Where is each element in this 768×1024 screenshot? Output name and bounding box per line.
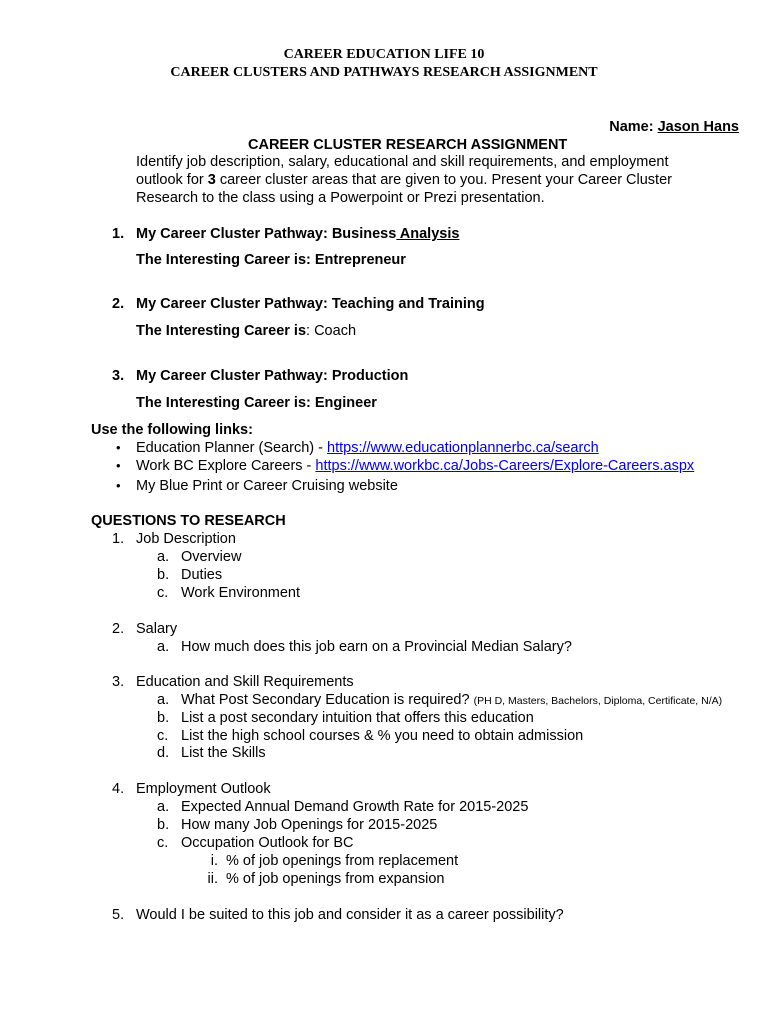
question-number: 2. xyxy=(112,621,125,637)
question-4c-ii: % of job openings from expansion xyxy=(226,871,445,887)
question-3a: What Post Secondary Education is required? (PH D, Masters, Bachelors, Diploma, Certificate, N/A) xyxy=(181,692,723,708)
cluster-2-number: 2. xyxy=(112,296,125,312)
cluster-3-pathway: My Career Cluster Pathway: Production xyxy=(136,368,409,384)
intro-line-1: Identify job description, salary, educational and skill requirements, and employment xyxy=(136,154,669,170)
sub-letter: d. xyxy=(157,745,170,761)
sub-roman: i. xyxy=(210,853,218,869)
intro-line-3: Research to the class using a Powerpoint or Prezi presentation. xyxy=(136,190,545,206)
question-4a: Expected Annual Demand Growth Rate for 2015-2025 xyxy=(181,799,529,815)
cluster-1-career: The Interesting Career is: Entrepreneur xyxy=(136,252,406,268)
sub-letter: b. xyxy=(157,710,170,726)
doc-title-line1: CAREER EDUCATION LIFE 10 xyxy=(283,47,485,62)
links-heading: Use the following links: xyxy=(91,422,253,438)
link-item-education-planner: Education Planner (Search) - https://www.educationplannerbc.ca/search xyxy=(136,440,599,456)
question-number: 1. xyxy=(112,531,125,547)
question-1a: Overview xyxy=(181,549,242,565)
sub-letter: a. xyxy=(157,692,170,708)
link-item-workbc: Work BC Explore Careers - https://www.workbc.ca/Jobs-Careers/Explore-Careers.aspx xyxy=(136,458,695,474)
sub-roman: ii. xyxy=(207,871,218,887)
workbc-link[interactable]: https://www.workbc.ca/Jobs-Careers/Explore-Careers.aspx xyxy=(315,458,695,474)
question-5-text: Would I be suited to this job and consider it as a career possibility? xyxy=(136,907,564,923)
question-number: 5. xyxy=(112,907,125,923)
sub-letter: b. xyxy=(157,567,170,583)
question-3d: List the Skills xyxy=(181,745,266,761)
bullet-icon: • xyxy=(116,478,121,493)
sub-letter: a. xyxy=(157,799,170,815)
assignment-title: CAREER CLUSTER RESEARCH ASSIGNMENT xyxy=(248,137,568,153)
sub-letter: a. xyxy=(157,549,170,565)
question-3-text: Education and Skill Requirements xyxy=(136,674,354,690)
sub-letter: c. xyxy=(157,835,169,851)
student-name xyxy=(609,118,739,136)
bullet-icon: • xyxy=(116,458,121,473)
bullet-icon: • xyxy=(116,440,121,455)
sub-letter: b. xyxy=(157,817,170,833)
question-number: 4. xyxy=(112,781,125,797)
sub-letter: a. xyxy=(157,639,170,655)
cluster-2-pathway: My Career Cluster Pathway: Teaching and Training xyxy=(136,296,485,312)
question-number: 3. xyxy=(112,674,125,690)
cluster-1-pathway: My Career Cluster Pathway: Business Analysis xyxy=(136,226,460,242)
question-4c: Occupation Outlook for BC xyxy=(181,835,354,851)
doc-title-line2: CAREER CLUSTERS AND PATHWAYS RESEARCH ASSIGNMENT xyxy=(170,65,598,80)
questions-heading: QUESTIONS TO RESEARCH xyxy=(91,513,286,529)
cluster-1-number: 1. xyxy=(112,226,125,242)
sub-letter: c. xyxy=(157,728,169,744)
question-1b: Duties xyxy=(181,567,223,583)
cluster-3-number: 3. xyxy=(112,368,125,384)
question-2a: How much does this job earn on a Provincial Median Salary? xyxy=(181,639,572,655)
education-planner-link[interactable]: https://www.educationplannerbc.ca/search xyxy=(327,440,599,456)
question-1-text: Job Description xyxy=(136,531,236,547)
sub-letter: c. xyxy=(157,585,169,601)
cluster-3-career: The Interesting Career is: Engineer xyxy=(136,395,377,411)
question-4-text: Employment Outlook xyxy=(136,781,271,797)
question-1c: Work Environment xyxy=(181,585,300,601)
name-value: Jason Hans xyxy=(657,119,739,135)
question-2-text: Salary xyxy=(136,621,178,637)
name-label: Name: xyxy=(609,119,654,135)
cluster-2-career: The Interesting Career is: Coach xyxy=(136,323,357,339)
intro-line-2: outlook for 3 career cluster areas that are given to you. Present your Career Cluster xyxy=(136,172,672,188)
question-3b: List a post secondary intuition that offers this education xyxy=(181,710,534,726)
question-3c: List the high school courses & % you need to obtain admission xyxy=(181,728,584,744)
question-4b: How many Job Openings for 2015-2025 xyxy=(181,817,438,833)
question-4c-i: % of job openings from replacement xyxy=(226,853,459,869)
link-item-blueprint: My Blue Print or Career Cruising website xyxy=(136,478,398,494)
